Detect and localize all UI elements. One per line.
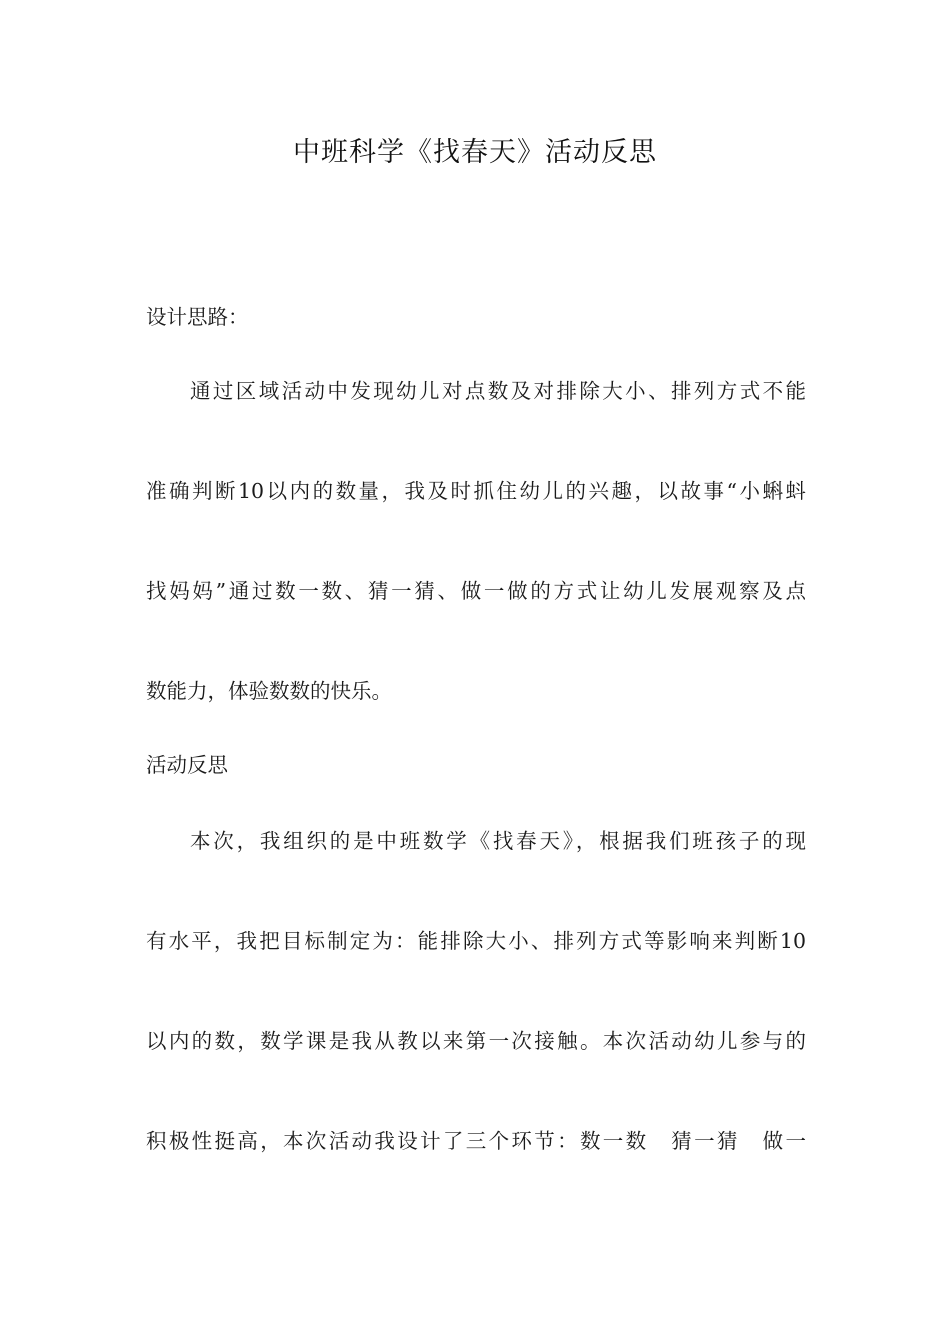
- paragraph-line: 积极性挺高，本次活动我设计了三个环节：数一数 猜一猜 做一: [146, 1129, 806, 1153]
- paragraph-line: 找妈妈”通过数一数、猜一猜、做一做的方式让幼儿发展观察及点: [146, 579, 806, 603]
- paragraph-line: 数能力，体验数数的快乐。: [146, 679, 392, 703]
- paragraph-line: 本次，我组织的是中班数学《找春天》，根据我们班孩子的现: [190, 829, 806, 853]
- paragraph-line: 准确判断10以内的数量，我及时抓住幼儿的兴趣，以故事“小蝌蚪: [146, 479, 806, 503]
- paragraph-line: 以内的数，数学课是我从教以来第一次接触。本次活动幼儿参与的: [146, 1029, 806, 1053]
- document-title: 中班科学《找春天》活动反思: [293, 137, 657, 168]
- paragraph-line: 通过区域活动中发现幼儿对点数及对排除大小、排列方式不能: [190, 379, 806, 403]
- section-heading-reflection: 活动反思: [146, 753, 228, 777]
- section-heading-design: 设计思路：: [146, 305, 249, 329]
- paragraph-line: 有水平，我把目标制定为：能排除大小、排列方式等影响来判断10: [146, 929, 806, 953]
